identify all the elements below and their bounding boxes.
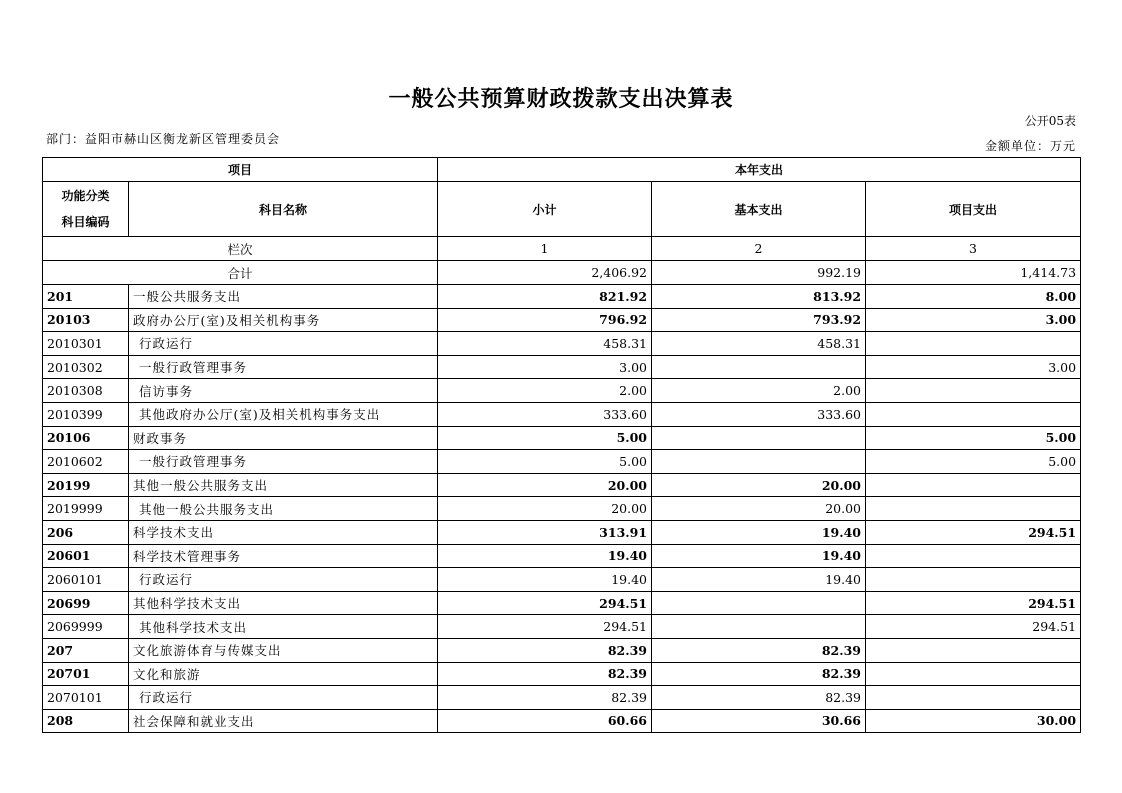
row-subject-name: 其他政府办公厅(室)及相关机构事务支出 xyxy=(129,402,438,426)
row-subtotal: 20.00 xyxy=(438,473,652,497)
header-project: 项目支出 xyxy=(866,182,1081,237)
total-basic: 992.19 xyxy=(652,261,866,285)
table-row xyxy=(43,709,1081,733)
row-code: 201 xyxy=(43,285,129,309)
table-row xyxy=(43,591,1081,615)
page-title: 一般公共预算财政拨款支出决算表 xyxy=(388,86,734,112)
table-row xyxy=(43,638,1081,662)
row-code: 20199 xyxy=(43,473,129,497)
row-basic xyxy=(652,591,866,615)
row-code: 2010399 xyxy=(43,402,129,426)
table-row xyxy=(43,308,1081,332)
row-basic: 20.00 xyxy=(652,497,866,521)
row-subtotal: 313.91 xyxy=(438,520,652,544)
row-basic xyxy=(652,615,866,639)
header-basic: 基本支出 xyxy=(652,182,866,237)
table-row xyxy=(43,568,1081,592)
table-row xyxy=(43,662,1081,686)
row-subtotal: 2.00 xyxy=(438,379,652,403)
row-code: 2069999 xyxy=(43,615,129,639)
row-code: 20106 xyxy=(43,426,129,450)
row-subject-name: 其他科学技术支出 xyxy=(129,615,438,639)
row-subject-name: 其他一般公共服务支出 xyxy=(129,473,438,497)
row-basic: 82.39 xyxy=(652,638,866,662)
row-subject-name: 一般行政管理事务 xyxy=(129,355,438,379)
row-project: 294.51 xyxy=(866,591,1081,615)
row-subject-name: 行政运行 xyxy=(129,332,438,356)
row-project xyxy=(866,402,1081,426)
header-item: 项目 xyxy=(43,158,438,182)
row-project: 294.51 xyxy=(866,615,1081,639)
row-code: 20103 xyxy=(43,308,129,332)
table-row xyxy=(43,379,1081,403)
row-project xyxy=(866,379,1081,403)
row-basic: 333.60 xyxy=(652,402,866,426)
table-row xyxy=(43,520,1081,544)
header-subtotal: 小计 xyxy=(438,182,652,237)
row-basic xyxy=(652,426,866,450)
row-subtotal: 19.40 xyxy=(438,544,652,568)
row-subject-name: 政府办公厅(室)及相关机构事务 xyxy=(129,308,438,332)
row-project: 3.00 xyxy=(866,308,1081,332)
form-number: 公开05表 xyxy=(1024,114,1076,128)
row-code: 2070101 xyxy=(43,686,129,710)
row-subtotal: 458.31 xyxy=(438,332,652,356)
row-subject-name: 科学技术管理事务 xyxy=(129,544,438,568)
header-row-top xyxy=(43,158,1081,182)
header-subject-name: 科目名称 xyxy=(129,182,438,237)
column-number-3: 3 xyxy=(866,237,1081,261)
row-basic: 82.39 xyxy=(652,686,866,710)
row-subject-name: 行政运行 xyxy=(129,686,438,710)
column-number-1: 1 xyxy=(438,237,652,261)
row-subtotal: 5.00 xyxy=(438,426,652,450)
row-subject-name: 财政事务 xyxy=(129,426,438,450)
row-basic: 19.40 xyxy=(652,520,866,544)
row-project: 8.00 xyxy=(866,285,1081,309)
row-subject-name: 一般行政管理事务 xyxy=(129,450,438,474)
department-label: 部门：益阳市赫山区衡龙新区管理委员会 xyxy=(46,132,281,146)
row-subject-name: 其他科学技术支出 xyxy=(129,591,438,615)
row-subject-name: 科学技术支出 xyxy=(129,520,438,544)
row-subtotal: 82.39 xyxy=(438,686,652,710)
row-subject-name: 行政运行 xyxy=(129,568,438,592)
row-subject-name: 社会保障和就业支出 xyxy=(129,709,438,733)
row-project: 294.51 xyxy=(866,520,1081,544)
row-subtotal: 20.00 xyxy=(438,497,652,521)
row-basic: 20.00 xyxy=(652,473,866,497)
row-project xyxy=(866,473,1081,497)
row-subject-name: 一般公共服务支出 xyxy=(129,285,438,309)
row-project xyxy=(866,662,1081,686)
row-project xyxy=(866,544,1081,568)
row-code: 2019999 xyxy=(43,497,129,521)
row-project: 5.00 xyxy=(866,450,1081,474)
row-subject-name: 其他一般公共服务支出 xyxy=(129,497,438,521)
table-row xyxy=(43,497,1081,521)
row-basic: 30.66 xyxy=(652,709,866,733)
table-row xyxy=(43,332,1081,356)
row-code: 207 xyxy=(43,638,129,662)
row-code: 2010301 xyxy=(43,332,129,356)
row-subtotal: 82.39 xyxy=(438,662,652,686)
total-label: 合计 xyxy=(43,261,438,285)
row-basic: 19.40 xyxy=(652,568,866,592)
table-row xyxy=(43,615,1081,639)
row-project xyxy=(866,568,1081,592)
row-code: 2010602 xyxy=(43,450,129,474)
row-subtotal: 294.51 xyxy=(438,615,652,639)
unit-label: 金额单位：万元 xyxy=(984,139,1076,153)
header-current-year: 本年支出 xyxy=(438,158,1081,182)
row-subtotal: 3.00 xyxy=(438,355,652,379)
header-row-sub xyxy=(43,182,1081,237)
row-project: 5.00 xyxy=(866,426,1081,450)
row-code: 206 xyxy=(43,520,129,544)
total-row xyxy=(43,261,1081,285)
row-basic: 813.92 xyxy=(652,285,866,309)
row-subtotal: 796.92 xyxy=(438,308,652,332)
row-basic: 82.39 xyxy=(652,662,866,686)
table-row xyxy=(43,285,1081,309)
row-subtotal: 333.60 xyxy=(438,402,652,426)
header-func-class-line2: 科目编码 xyxy=(61,215,110,229)
column-number-2: 2 xyxy=(652,237,866,261)
column-number-label: 栏次 xyxy=(43,237,438,261)
row-basic: 2.00 xyxy=(652,379,866,403)
row-subtotal: 60.66 xyxy=(438,709,652,733)
table-row xyxy=(43,450,1081,474)
row-basic xyxy=(652,355,866,379)
table-row xyxy=(43,355,1081,379)
row-code: 2010308 xyxy=(43,379,129,403)
column-number-row xyxy=(43,237,1081,261)
row-subject-name: 文化和旅游 xyxy=(129,662,438,686)
row-project xyxy=(866,497,1081,521)
row-basic: 793.92 xyxy=(652,308,866,332)
header-func-class xyxy=(43,182,129,237)
row-subtotal: 19.40 xyxy=(438,568,652,592)
row-project xyxy=(866,686,1081,710)
row-basic: 19.40 xyxy=(652,544,866,568)
header-func-class-line1: 功能分类 xyxy=(61,189,110,203)
row-code: 20701 xyxy=(43,662,129,686)
row-code: 2010302 xyxy=(43,355,129,379)
row-basic xyxy=(652,450,866,474)
row-subject-name: 信访事务 xyxy=(129,379,438,403)
row-subtotal: 821.92 xyxy=(438,285,652,309)
row-subtotal: 294.51 xyxy=(438,591,652,615)
total-project: 1,414.73 xyxy=(866,261,1081,285)
table-row xyxy=(43,402,1081,426)
row-code: 20601 xyxy=(43,544,129,568)
table-row xyxy=(43,473,1081,497)
row-project: 3.00 xyxy=(866,355,1081,379)
expenditure-table xyxy=(42,157,1081,733)
row-subtotal: 82.39 xyxy=(438,638,652,662)
table-row xyxy=(43,426,1081,450)
table-row xyxy=(43,544,1081,568)
table-row xyxy=(43,686,1081,710)
total-subtotal: 2,406.92 xyxy=(438,261,652,285)
row-project xyxy=(866,638,1081,662)
row-project: 30.00 xyxy=(866,709,1081,733)
row-code: 2060101 xyxy=(43,568,129,592)
row-project xyxy=(866,332,1081,356)
row-code: 208 xyxy=(43,709,129,733)
row-code: 20699 xyxy=(43,591,129,615)
row-subtotal: 5.00 xyxy=(438,450,652,474)
row-basic: 458.31 xyxy=(652,332,866,356)
row-subject-name: 文化旅游体育与传媒支出 xyxy=(129,638,438,662)
